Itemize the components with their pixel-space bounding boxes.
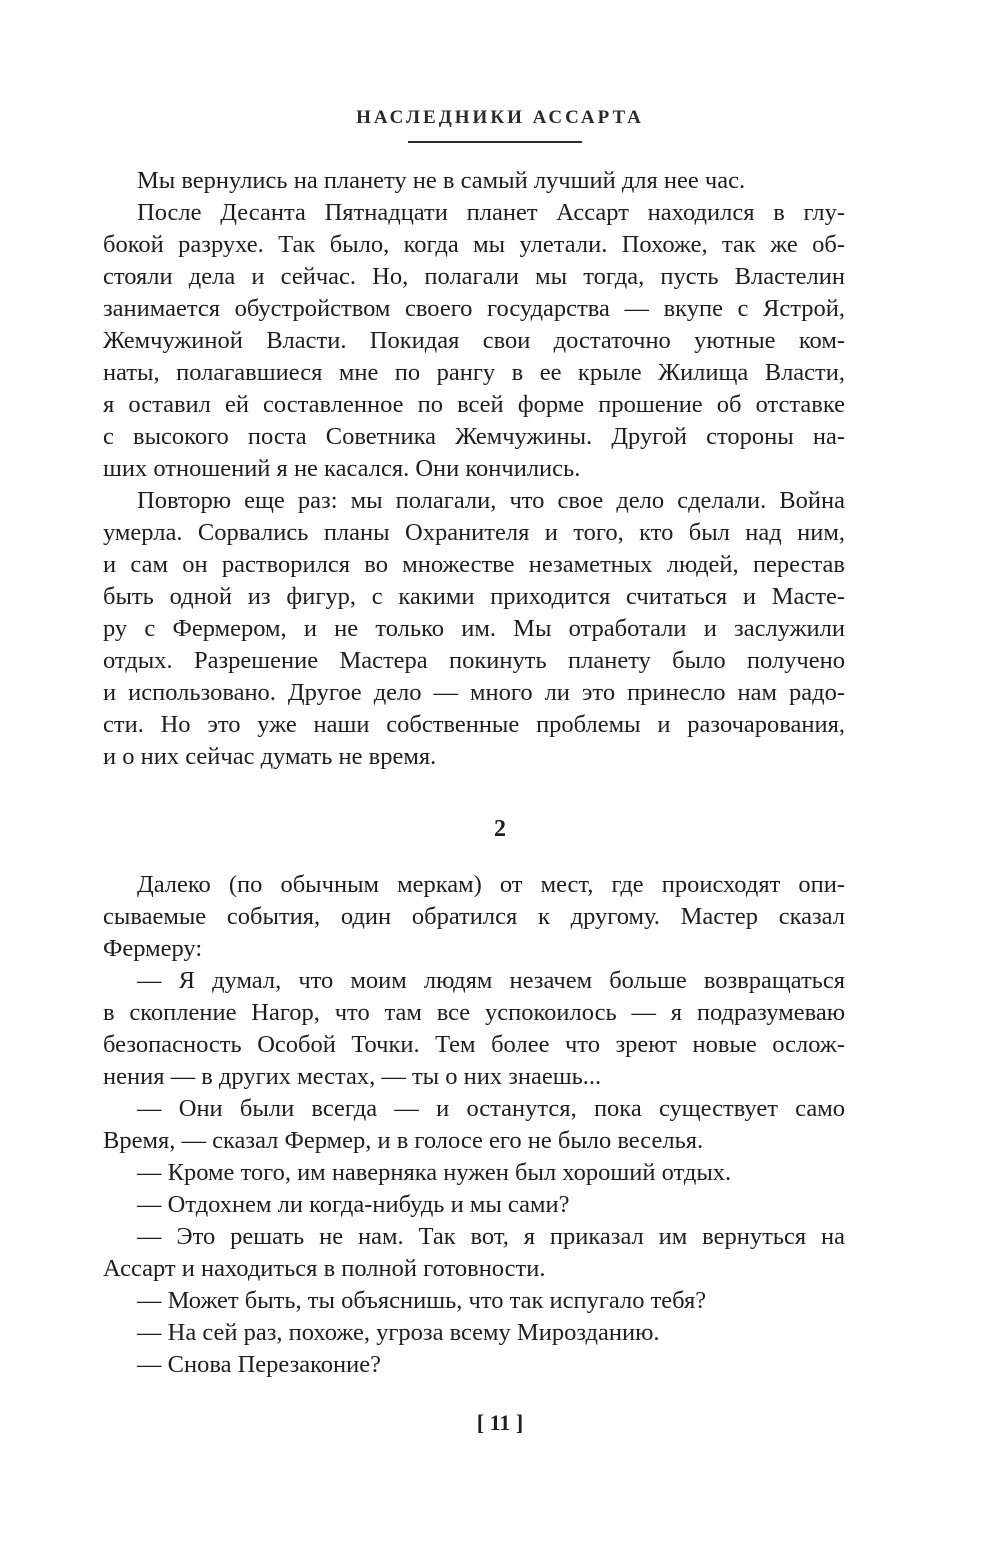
text-line: занимается обустройством своего государства — вкупе с Ястрой, — [103, 295, 845, 322]
text-line: в скопление Нагор, что там все успокоилось — я подразумеваю — [103, 999, 845, 1026]
running-title: НАСЛЕДНИКИ АССАРТА — [356, 107, 644, 128]
text-line: и о них сейчас думать не время. — [103, 743, 437, 770]
text-line: Повторю еще раз: мы полагали, что свое дело сделали. Война — [137, 487, 845, 514]
text-line: — Снова Перезаконие? — [137, 1351, 381, 1378]
text-line: безопасность Особой Точки. Тем более что зреют новые ослож- — [103, 1031, 845, 1058]
text-line: и использовано. Другое дело — много ли это принесло нам радо- — [103, 679, 845, 706]
body-text-section-1 — [103, 165, 845, 773]
text-line: — На сей раз, похоже, угроза всему Мирозданию. — [137, 1319, 660, 1346]
text-line: — Это решать не нам. Так вот, я приказал им вернуться на — [137, 1223, 845, 1250]
text-line: наты, полагавшиеся мне по рангу в ее крыле Жилища Власти, — [103, 359, 845, 386]
text-line: умерла. Сорвались планы Охранителя и того, кто был над ним, — [103, 519, 845, 546]
text-line: — Отдохнем ли когда-нибудь и мы сами? — [137, 1191, 570, 1218]
text-line: быть одной из фигур, с какими приходится считаться и Масте- — [103, 583, 845, 610]
text-line: — Они были всегда — и останутся, пока существует само — [137, 1095, 845, 1122]
page-number: [ 11 ] — [476, 1410, 524, 1435]
chapter-number: 2 — [494, 816, 506, 842]
text-line: нения — в других местах, — ты о них знаешь... — [103, 1063, 602, 1090]
text-line: Далеко (по обычным меркам) от мест, где происходят опи- — [137, 871, 845, 898]
text-line: бокой разрухе. Так было, когда мы улетали. Похоже, так же об- — [103, 231, 845, 258]
text-line: стояли дела и сейчас. Но, полагали мы тогда, пусть Властелин — [103, 263, 845, 290]
text-line: с высокого поста Советника Жемчужины. Другой стороны на- — [103, 423, 845, 450]
text-line: — Кроме того, им наверняка нужен был хороший отдых. — [137, 1159, 732, 1186]
text-line: ру с Фермером, и не только им. Мы отработали и заслужили — [103, 615, 845, 642]
header-rule — [408, 141, 582, 143]
text-line: ших отношений я не касался. Они кончились. — [103, 455, 581, 482]
text-line: — Может быть, ты объяснишь, что так испугало тебя? — [137, 1287, 707, 1314]
text-line: отдых. Разрешение Мастера покинуть планету было получено — [103, 647, 845, 674]
text-line: — Я думал, что моим людям незачем больше возвращаться — [137, 967, 845, 994]
text-line: Мы вернулись на планету не в самый лучший для нее час. — [137, 167, 746, 194]
text-line: сываемые события, один обратился к другому. Мастер сказал — [103, 903, 845, 930]
body-text-section-2 — [103, 869, 845, 1381]
text-line: сти. Но это уже наши собственные проблемы и разочарования, — [103, 711, 845, 738]
text-line: После Десанта Пятнадцати планет Ассарт находился в глу- — [137, 199, 845, 226]
text-line: Время, — сказал Фермер, и в голосе его не было веселья. — [103, 1127, 704, 1154]
text-line: Фермеру: — [103, 935, 203, 962]
text-line: Ассарт и находиться в полной готовности. — [103, 1255, 546, 1282]
text-line: и сам он растворился во множестве незаметных людей, перестав — [103, 551, 845, 578]
text-line: я оставил ей составленное по всей форме прошение об отставке — [103, 391, 845, 418]
text-line: Жемчужиной Власти. Покидая свои достаточно уютные ком- — [103, 327, 845, 354]
